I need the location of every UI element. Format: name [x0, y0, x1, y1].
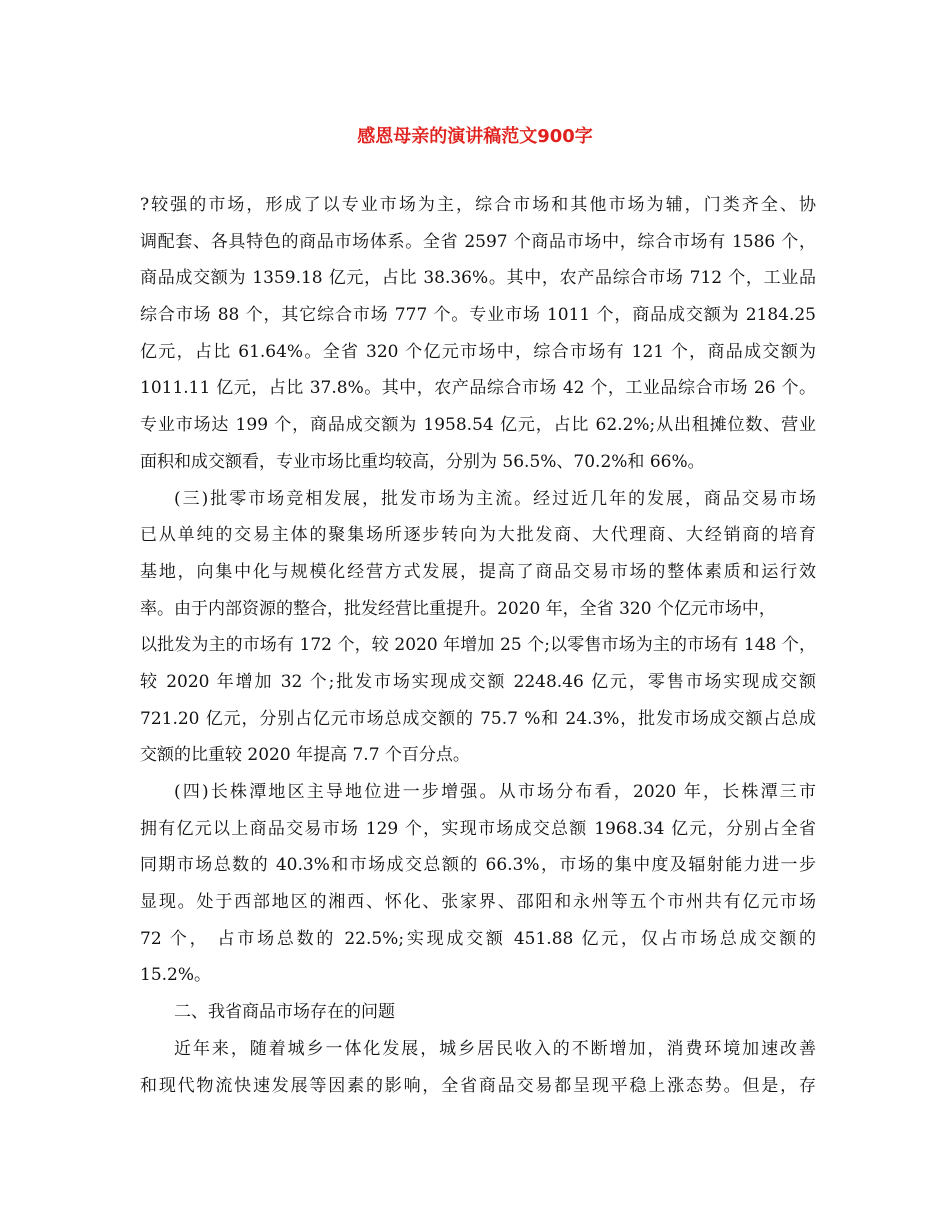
text-line: 15.2%。 — [140, 965, 212, 986]
text-line: 率。由于内部资源的整合，批发经营比重提升。2020 年，全省 320 个亿元市场中， — [140, 598, 776, 619]
text-line: 亿元，占比 61.64%。全省 320 个亿元市场中，综合市场有 121 个，商品成交额为 — [140, 341, 816, 362]
text-line: 721.20 亿元，分别占亿元市场总成交额的 75.7 %和 24.3%，批发市场成交额占总成 — [140, 708, 816, 729]
text-line: 商品成交额为 1359.18 亿元，占比 38.36%。其中，农产品综合市场 712 个，工业品 — [140, 268, 816, 289]
paragraph-first-line: (三)批零市场竞相发展，批发市场为主流。经过近几年的发展，商品交易市场 — [174, 488, 816, 509]
text-line: 面积和成交额看，专业市场比重均较高，分别为 56.5%、70.2%和 66%。 — [140, 451, 705, 472]
text-line: 较 2020 年增加 32 个;批发市场实现成交额 2248.46 亿元，零售市场实现成交额 — [140, 671, 816, 692]
text-line: 专业市场达 199 个，商品成交额为 1958.54 亿元，占比 62.2%;从出租摊位数、营业 — [140, 415, 816, 436]
text-line: ?较强的市场，形成了以专业市场为主，综合市场和其他市场为辅，门类齐全、协 — [140, 195, 816, 215]
text-line: 综合市场 88 个，其它综合市场 777 个。专业市场 1011 个，商品成交额为 2184.25 — [140, 305, 816, 326]
text-line: 已从单纯的交易主体的聚集场所逐步转向为大批发商、大代理商、大经销商的培育 — [140, 525, 816, 546]
text-line: 交额的比重较 2020 年提高 7.7 个百分点。 — [140, 745, 470, 766]
text-line: 72 个， 占市场总数的 22.5%;实现成交额 451.88 亿元，仅占市场总成交额的 — [140, 928, 816, 949]
paragraph-first-line: 近年来，随着城乡一体化发展，城乡居民收入的不断增加，消费环境加速改善 — [174, 1038, 816, 1059]
text-line: 和现代物流快速发展等因素的影响，全省商品交易都呈现平稳上涨态势。但是，存 — [140, 1075, 816, 1096]
text-line: 调配套、各具特色的商品市场体系。全省 2597 个商品市场中，综合市场有 1586 个， — [140, 231, 816, 252]
text-line: 1011.11 亿元，占比 37.8%。其中，农产品综合市场 42 个，工业品综合市场 26 个。 — [140, 378, 816, 399]
section-heading: 二、我省商品市场存在的问题 — [174, 1002, 395, 1023]
text-line: 显现。处于西部地区的湘西、怀化、张家界、邵阳和永州等五个市州共有亿元市场 — [140, 892, 816, 913]
paragraph-first-line: (四)长株潭地区主导地位进一步增强。从市场分布看，2020 年，长株潭三市 — [174, 782, 816, 802]
document-body — [140, 187, 816, 1104]
text-line: 同期市场总数的 40.3%和市场成交总额的 66.3%，市场的集中度及辐射能力进一步 — [140, 855, 816, 876]
text-line: 基地，向集中化与规模化经营方式发展，提高了商品交易市场的整体素质和运行效 — [140, 561, 816, 582]
text-line: 以批发为主的市场有 172 个，较 2020 年增加 25 个;以零售市场为主的市场有 148 个， — [140, 635, 816, 656]
document-title: 感恩母亲的演讲稿范文900字 — [357, 126, 593, 147]
text-line: 拥有亿元以上商品交易市场 129 个，实现市场成交总额 1968.34 亿元，分别占全省 — [140, 818, 816, 839]
